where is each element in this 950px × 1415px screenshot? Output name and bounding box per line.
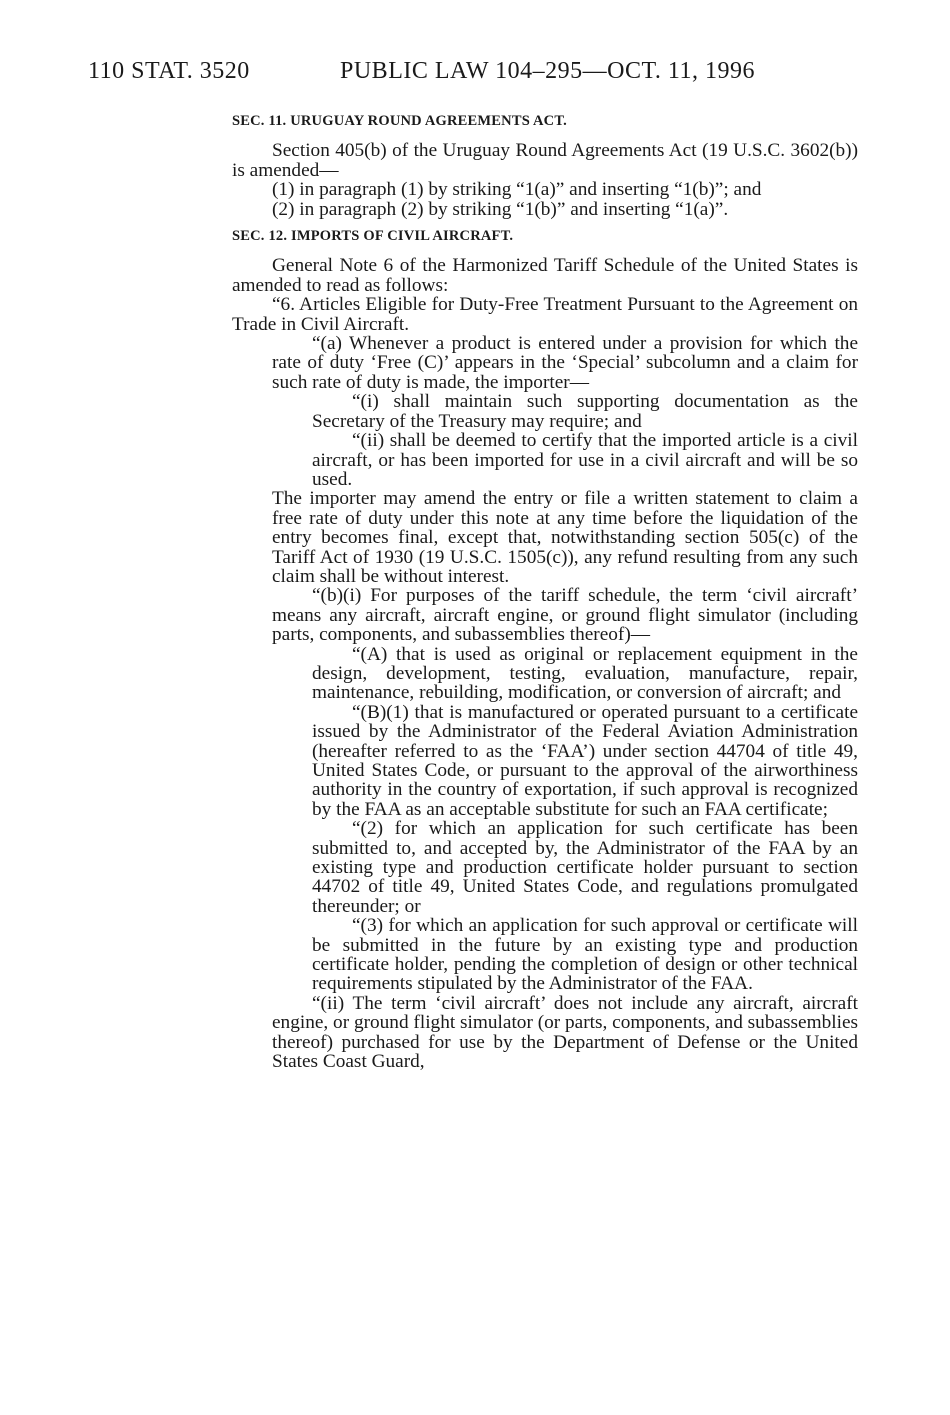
general-note-title: “6. Articles Eligible for Duty-Free Treatment Pursuant to the Agreement on Trade in Civil Aircraft. [232, 294, 858, 335]
paragraph-b-B1: “(B)(1) that is manufactured or operated pursuant to a certificate issued by the Administrator of the Federal Aviation Administration (hereafter referred to as the ‘FAA’) under section 44704 of title 49, United States Code, or pursuant to the approval of the airworthiness authority in the country of exportation, if such approval is recognized by the FAA as an acceptable substitute for such an FAA certificate; [312, 701, 858, 820]
section-12-intro: General Note 6 of the Harmonized Tariff Schedule of the United States is amended to read as follows: [232, 255, 858, 296]
paragraph-b-3: “(3) for which an application for such approval or certificate will be submitted in the future by an existing type and production certificate holder, pending the completion of design or other technical requirements stipulated by the Administrator of the FAA. [312, 915, 858, 995]
public-law-title: PUBLIC LAW 104–295—OCT. 11, 1996 [340, 58, 755, 84]
section-12-heading: SEC. 12. IMPORTS OF CIVIL AIRCRAFT. [232, 228, 514, 245]
paragraph-a-i: “(i) shall maintain such supporting documentation as the Secretary of the Treasury may require; and [312, 391, 858, 432]
section-11-item-2: (2) in paragraph (2) by striking “1(b)” and inserting “1(a)”. [272, 198, 729, 220]
paragraph-a: “(a) Whenever a product is entered under a provision for which the rate of duty ‘Free (C)’ appears in the ‘Special’ subcolumn and a claim for such rate of duty is made, the importer— [272, 333, 858, 393]
section-11-item-1: (1) in paragraph (1) by striking “1(a)” and inserting “1(b)”; and [272, 179, 762, 201]
section-11-heading: SEC. 11. URUGUAY ROUND AGREEMENTS ACT. [232, 113, 567, 129]
paragraph-a-closing: The importer may amend the entry or file a written statement to claim a free rate of duty under this note at any time before the liquidation of the entry becomes final, except that, notwithstanding section 505(c) of the Tariff Act of 1930 (19 U.S.C. 1505(c)), any refund resulting from any such claim shall be without interest. [272, 488, 858, 587]
section-11-intro: Section 405(b) of the Uruguay Round Agreements Act (19 U.S.C. 3602(b)) is amended— [232, 140, 858, 181]
document-body [232, 108, 858, 1072]
paragraph-a-ii: “(ii) shall be deemed to certify that the imported article is a civil aircraft, or has been imported for use in a civil aircraft and will be so used. [312, 430, 858, 490]
statute-citation: 110 STAT. 3520 [88, 58, 250, 84]
paragraph-b-A: “(A) that is used as original or replacement equipment in the design, development, testing, evaluation, manufacture, repair, maintenance, rebuilding, modification, or conversion of aircraft; and [312, 643, 858, 704]
paragraph-b-i: “(b)(i) For purposes of the tariff schedule, the term ‘civil aircraft’ means any aircraft, aircraft engine, or ground flight simulator (including parts, components, and subassemblies thereof)— [272, 585, 858, 646]
paragraph-b-2: “(2) for which an application for such certificate has been submitted to, and accepted by, the Administrator of the FAA by an existing type and production certificate holder pursuant to section 44702 of title 49, United States Code, and regulations promulgated thereunder; or [312, 818, 858, 917]
paragraph-b-ii: “(ii) The term ‘civil aircraft’ does not include any aircraft, aircraft engine, or ground flight simulator (or parts, components, and subassemblies thereof) purchased for use by the Department of Defense or the United States Coast Guard, [272, 992, 858, 1073]
